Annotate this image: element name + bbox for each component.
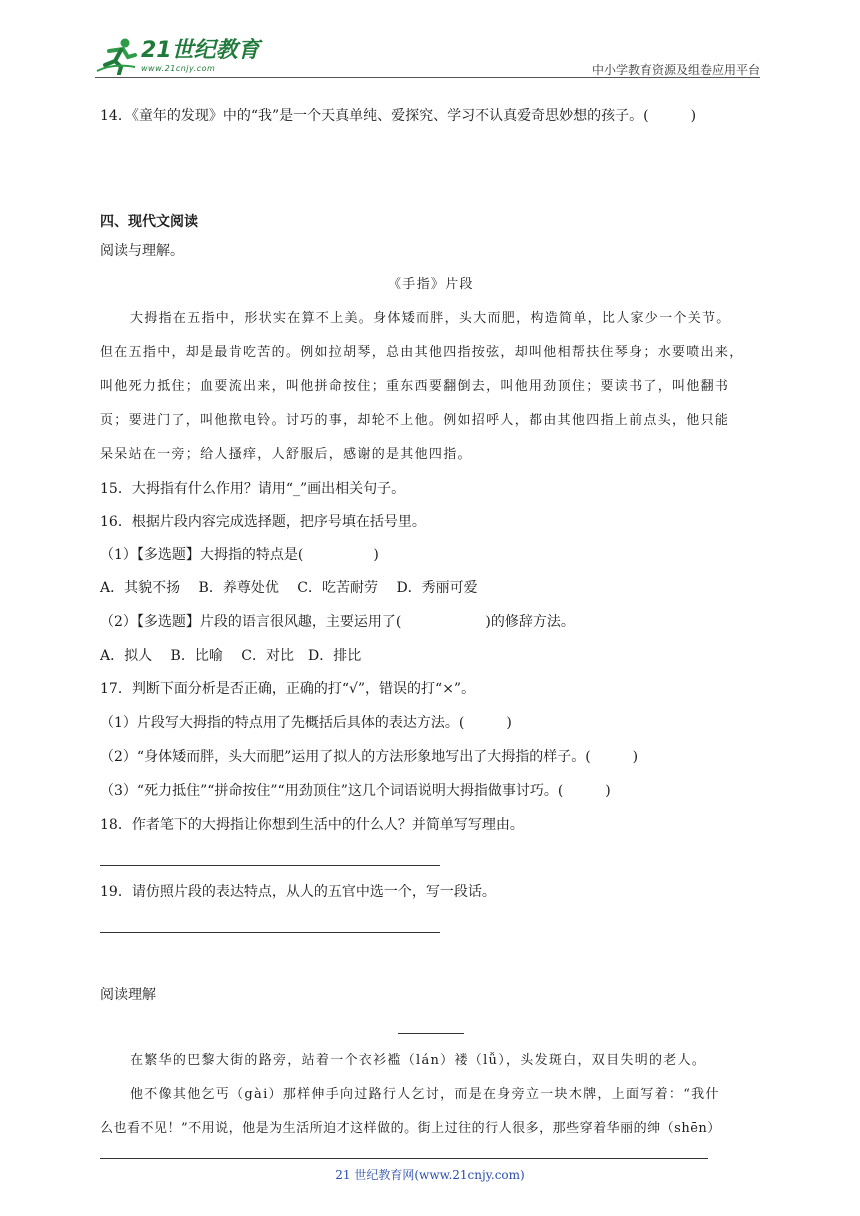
- question-16-2-options: A．拟人 B．比喻 C．对比 D．排比: [100, 648, 362, 664]
- question-16-2: （2）【多选题】片段的语言很风趣，主要运用了( )的修辞方法。: [100, 614, 575, 630]
- passage2-line: 他不像其他乞丐（gài）那样伸手向过路行人乞讨，而是在身旁立一块木牌，上面写着：“我什: [130, 1087, 720, 1102]
- logo: [95, 36, 260, 76]
- page-header: [95, 30, 760, 80]
- passage-line: 大拇指在五指中，形状实在算不上美。身体矮而胖，头大而肥，构造简单，比人家少一个关节。: [130, 311, 731, 326]
- passage-line: 呆呆站在一旁；给人搔痒，人舒服后，感谢的是其他四指。: [100, 447, 472, 462]
- question-15: 15．大拇指有什么作用？请用“_”画出相关句子。: [100, 481, 406, 497]
- title-blank-line[interactable]: [398, 1033, 464, 1034]
- platform-name: 中小学教育资源及组卷应用平台: [591, 63, 760, 77]
- section-title: 四、现代文阅读: [100, 214, 198, 230]
- footer-divider: [100, 1158, 708, 1159]
- passage-line: 但在五指中，却是最肯吃苦的。例如拉胡琴，总由其他四指按弦，却叫他相帮扶住琴身；水要喷出来，: [100, 345, 744, 360]
- passage-line: 页；要进门了，叫他揿电铃。讨巧的事，却轮不上他。例如招呼人，都由其他四指上前点头，他只能: [100, 413, 730, 428]
- answer-line-18[interactable]: [100, 865, 440, 866]
- logo-url: www.21cnjy.com: [141, 63, 216, 73]
- question-16-1-options: A．其貌不扬 B．养尊处优 C．吃苦耐劳 D．秀丽可爱: [100, 580, 478, 596]
- passage-line: 叫他死力抵住；血要流出来，叫他拼命按住；重东西要翻倒去，叫他用劲顶住；要读书了，叫他翻书: [100, 379, 730, 394]
- page-footer: 21 世纪教育网(www.21cnjy.com): [335, 1168, 525, 1182]
- question-19: 19．请仿照片段的表达特点，从人的五官中选一个，写一段话。: [100, 884, 496, 900]
- reading-title: 阅读理解: [100, 987, 156, 1003]
- header-divider: [95, 77, 760, 78]
- passage-title: 《手指》片段: [388, 277, 474, 292]
- question-17-3: （3）“死力抵住”“拼命按住”“用劲顶住”这几个词语说明大拇指做事讨巧。( ): [100, 783, 611, 799]
- running-figure-icon: [95, 37, 137, 75]
- question-16-1: （1）【多选题】大拇指的特点是( ): [100, 547, 379, 563]
- question-17: 17．判断下面分析是否正确，正确的打“√”，错误的打“×”。: [100, 681, 476, 697]
- question-16: 16．根据片段内容完成选择题，把序号填在括号里。: [100, 514, 426, 530]
- question-17-1: （1）片段写大拇指的特点用了先概括后具体的表达方法。( ): [100, 715, 512, 731]
- passage2-line: 在繁华的巴黎大街的路旁，站着一个衣衫褴（lán）褛（lǚ），头发斑白，双目失明的老人。: [130, 1053, 707, 1068]
- logo-title: 21世纪教育: [141, 37, 260, 63]
- section-intro: 阅读与理解。: [100, 243, 184, 259]
- question-17-2: （2）“身体矮而胖，头大而肥”运用了拟人的方法形象地写出了大拇指的样子。( ): [100, 749, 639, 765]
- question-14: 14．《童年的发现》中的“我”是一个天真单纯、爱探究、学习不认真爱奇思妙想的孩子。( ): [100, 108, 697, 124]
- answer-line-19[interactable]: [100, 932, 440, 933]
- passage2-line: 么也看不见！”不用说，他是为生活所迫才这样做的。街上过往的行人很多，那些穿着华丽的绅（shēn）: [100, 1121, 721, 1136]
- question-18: 18．作者笔下的大拇指让你想到生活中的什么人？并简单写写理由。: [100, 817, 524, 833]
